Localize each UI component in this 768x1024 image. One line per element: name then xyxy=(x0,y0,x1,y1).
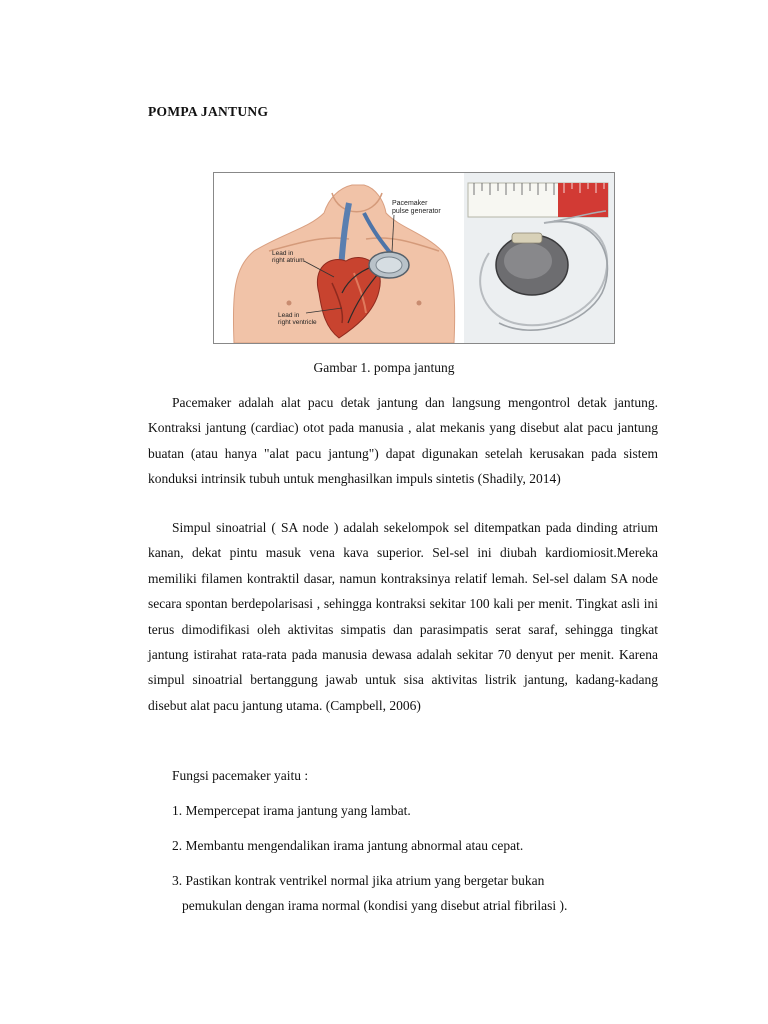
list-intro: Fungsi pacemaker yaitu : xyxy=(172,768,309,783)
paragraph-2-text: Simpul sinoatrial ( SA node ) adalah sekelompok sel ditempatkan pada dinding atrium kanan, dekat pintu masuk vena kava superior. Sel-sel ini diubah kardiomiosit.Mereka memiliki filamen kontraktil dasar, namun kontraksinya relatif lemah. Sel-sel dalam SA node secara spontan berdepolarisasi , sehingga kontraksi sekitar 100 kali per menit. Tingkat asli ini terus dimodifikasi oleh aktivitas simpatis dan parasimpatis serat saraf, sehingga tingkat jantung istirahat rata-rata pada manusia dewasa adalah sekitar 70 denyut per menit. Karena simpul sinoatrial bertanggung jawab untuk sisa aktivitas listrik jantung, kadang-kadang disebut alat pacu jantung utama. (Campbell, 2006) xyxy=(148,520,658,713)
page-title: POMPA JANTUNG xyxy=(148,104,269,119)
list-item-3-line-1: 3. Pastikan kontrak ventrikel normal jika atrium yang bergetar bukan xyxy=(172,873,545,888)
paragraph-2 xyxy=(148,515,658,718)
paragraph-1 xyxy=(148,390,658,492)
list-item-1: 1. Mempercepat irama jantung yang lambat. xyxy=(172,803,411,818)
pacemaker-figure xyxy=(213,172,615,344)
list-item-3-line-2: pemukulan dengan irama normal (kondisi yang disebut atrial fibrilasi ). xyxy=(182,898,568,914)
label-ventricle: Lead in xyxy=(278,312,300,319)
label-generator-2: pulse generator xyxy=(392,208,441,215)
pacemaker-illustration xyxy=(214,173,614,343)
paragraph-1-text: Pacemaker adalah alat pacu detak jantung dan langsung mengontrol detak jantung. Kontraksi jantung (cardiac) otot pada manusia , alat mekanis yang disebut alat pacu jantung buatan (atau hanya "alat pacu jantung") dapat digunakan setelah kerusakan pada sistem konduksi intrinsik tubuh untuk menghasilkan impuls sintetis (Shadily, 2014) xyxy=(148,395,658,487)
label-ventricle-2: right ventricle xyxy=(278,319,317,326)
label-generator: Pacemaker xyxy=(392,200,428,207)
label-atrium: Lead in xyxy=(272,250,294,257)
list-item-2: 2. Membantu mengendalikan irama jantung abnormal atau cepat. xyxy=(172,838,524,853)
figure-caption: Gambar 1. pompa jantung xyxy=(313,360,455,375)
label-atrium-2: right atrium xyxy=(272,257,305,264)
list-item-3 xyxy=(172,868,658,919)
